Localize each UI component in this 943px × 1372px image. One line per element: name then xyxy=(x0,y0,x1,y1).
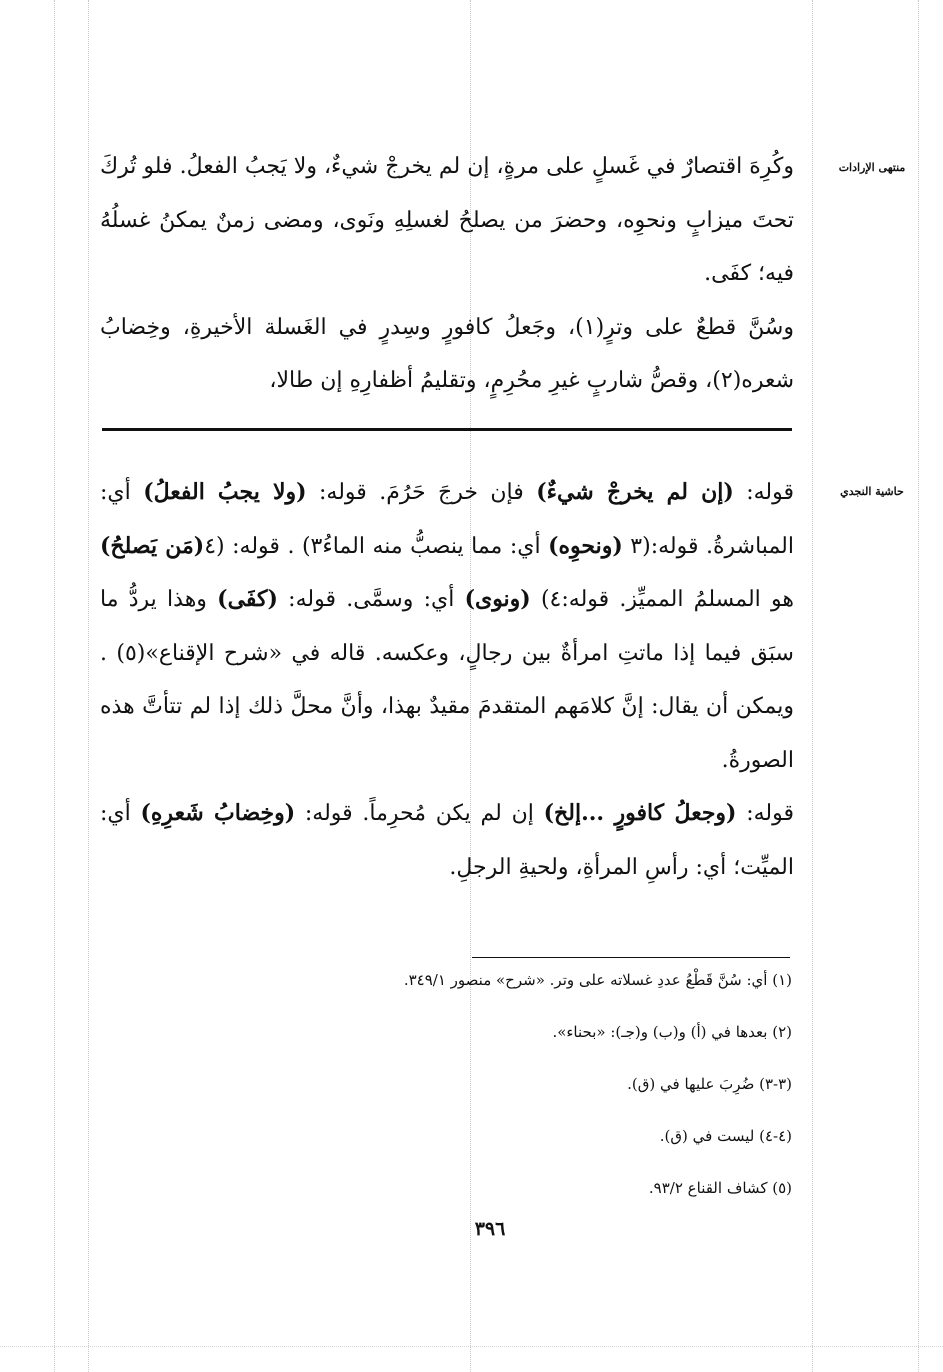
quoted-phrase: (إن لم يخرجْ شيءٌ) xyxy=(536,479,734,505)
hashiya-paragraph-2 xyxy=(100,787,794,894)
quoted-phrase: (وخِضابُ شَعرِهِ) xyxy=(140,800,296,826)
commentary-text: وهذا يردُّ ما سبَق فيما إذا ماتتِ امرأةٌ بين رجالٍ، وعكسه. قاله في «شرح الإقناع»(٥) . ويمكن أن يقال: إنَّ كلامَهم المتقدمَ مقيدٌ بهذا، وأنَّ محلَّ ذلك إذا لم تتأتَّ هذه الصورةُ. xyxy=(100,587,794,773)
footnotes xyxy=(300,962,792,1222)
footnote-4: (٤-٤) ليست في (ق). xyxy=(659,1127,792,1145)
hashiya-text xyxy=(100,466,794,894)
footnote-1: (١) أي: سُنَّ قَطْعُ عددِ غسلاته على وتر. «شرح» منصور ٣٤٩/١. xyxy=(403,971,792,989)
commentary-text: أي: المباشرةُ. قوله:(٣ xyxy=(100,480,794,559)
commentary-text: قوله: xyxy=(736,801,794,826)
matn-paragraph-1: وكُرِهَ اقتصارٌ في غَسلٍ على مرةٍ، إن لم يخرجْ شيءٌ، ولا يَجبُ الفعلُ. فلو تُركَ تحتَ ميزابٍ ونحوِه، وحضرَ من يصلحُ لغسلِهِ ونَوى، ومضى زمنٌ يمكنُ غسلُهُ فيه؛ كفَى. xyxy=(100,154,794,286)
quoted-phrase: (ونوى) xyxy=(464,586,531,612)
quoted-phrase: (وجعلُ كافورٍ ...إلخ) xyxy=(543,800,737,826)
margin-label-hashiya: حاشية النجدي xyxy=(840,485,904,498)
scan-guide-line xyxy=(918,0,919,1372)
commentary-text: إن لم يكن مُحرِماً. قوله: xyxy=(295,801,544,826)
matn-text xyxy=(100,140,794,408)
commentary-text: أي: وسمَّى. قوله: xyxy=(277,587,465,612)
commentary-text: فإن خرجَ حَرُمَ. قوله: xyxy=(306,480,537,505)
footnote-3: (٣-٣) ضُرِبَ عليها في (ق). xyxy=(627,1075,792,1093)
quoted-phrase: (ونحوِه) xyxy=(548,532,623,559)
scan-guide-line xyxy=(0,1346,943,1347)
scan-guide-line xyxy=(54,0,55,1372)
scan-guide-line xyxy=(88,0,89,1372)
matn-paragraph-2: وسُنَّ قطعٌ على وترٍ(١)، وجَعلُ كافورٍ وسِدرٍ في الغَسلة الأخيرةِ، وخِضابُ شعره(٢)، وقصُّ شاربٍ غيرِ محُرِمٍ، وتقليمُ أظفارِهِ إن طالا، xyxy=(100,314,794,393)
footnote-5: (٥) كشاف القناع ٩٣/٢. xyxy=(648,1179,792,1197)
quoted-phrase: (ولا يجبُ الفعلُ) xyxy=(143,479,307,505)
page-number: ٣٩٦ xyxy=(474,1218,506,1240)
commentary-text: أي: الميِّت؛ أي: رأسِ المرأةِ، ولحيةِ الرجلِ. xyxy=(100,801,794,880)
margin-label-matn: منتهى الإرادات xyxy=(838,161,906,174)
hashiya-paragraph-1 xyxy=(100,466,794,787)
quoted-phrase: (كفَى) xyxy=(217,586,278,612)
footnote-divider xyxy=(472,957,790,958)
scan-guide-line xyxy=(812,0,813,1372)
section-divider xyxy=(102,428,792,431)
quoted-phrase: (مَن يَصلحُ) xyxy=(100,532,205,559)
commentary-text: أي: مما ينصبُّ منه الماءُ٣) . قوله: (٤ xyxy=(204,533,549,559)
commentary-text: هو المسلمُ المميِّز. قوله:٤) xyxy=(530,587,794,612)
commentary-text: قوله: xyxy=(733,480,794,505)
footnote-2: (٢) بعدها في (أ) و(ب) و(جـ): «بحناء». xyxy=(552,1023,792,1041)
